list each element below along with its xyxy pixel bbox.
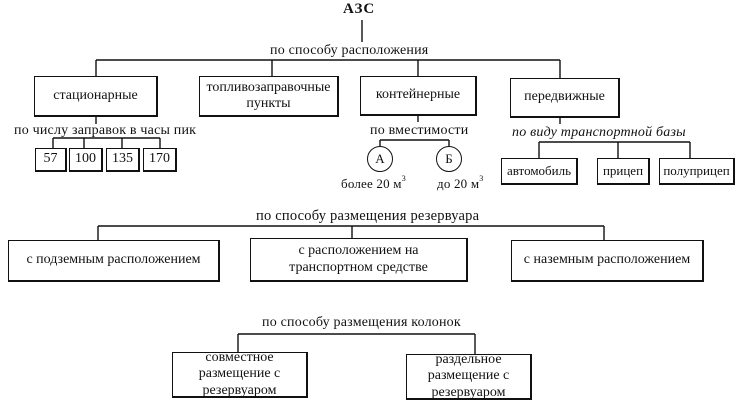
- capacity-option-a-caption: [341, 174, 406, 191]
- capacity-option-b-sup: 3: [479, 174, 484, 183]
- reservoir-on-vehicle: [250, 238, 468, 282]
- columns-combined: [172, 352, 308, 398]
- location-criterion-label: по способу расположения: [270, 43, 429, 58]
- count-box: [35, 148, 67, 172]
- category-fuel-points: [199, 76, 339, 117]
- refuel-count-label: по числу заправок в часы пик: [14, 123, 197, 138]
- count-value: 135: [112, 151, 133, 167]
- columns-separate-label: раздельное размещение с резервуаром: [427, 352, 510, 400]
- reservoir-criterion-label: по способу размещения резервуара: [256, 208, 480, 224]
- reservoir-underground-label: с подземным расположением: [26, 252, 201, 268]
- capacity-option-b-letter: Б: [445, 151, 453, 166]
- transport-type-car-label: автомобиль: [506, 162, 572, 178]
- capacity-option-a: [367, 146, 393, 172]
- category-fuel-points-label: топливозаправочные пункты: [206, 79, 331, 111]
- category-stationary-label: стационарные: [53, 87, 138, 103]
- reservoir-aboveground: [511, 240, 704, 282]
- count-value: 170: [149, 151, 170, 167]
- count-box: [106, 148, 140, 172]
- capacity-option-b: [436, 146, 462, 172]
- count-box: [143, 148, 177, 172]
- capacity-option-a-letter: А: [375, 151, 385, 166]
- category-mobile: [510, 78, 620, 118]
- capacity-label: по вместимости: [370, 123, 469, 138]
- reservoir-on-vehicle-label: с расположением на транспортном средстве: [289, 243, 428, 275]
- count-value: 57: [43, 151, 58, 167]
- transport-type-semitrailer: [659, 158, 735, 185]
- count-value: 100: [75, 151, 96, 167]
- capacity-option-b-text: до 20 м: [437, 176, 480, 191]
- diagram-title: АЗС: [343, 1, 376, 17]
- columns-criterion-label: по способу размещения колонок: [262, 315, 461, 330]
- reservoir-underground: [8, 240, 220, 282]
- count-box: [69, 148, 103, 172]
- category-container-label: контейнерные: [375, 87, 461, 103]
- transport-base-label: по виду транспортной базы: [512, 125, 686, 140]
- category-mobile-label: передвижные: [524, 89, 605, 105]
- columns-combined-label: совместное размещение с резервуаром: [198, 350, 281, 398]
- category-stationary: [34, 76, 158, 117]
- transport-type-car: [501, 158, 578, 185]
- transport-type-semitrailer-label: полуприцеп: [663, 162, 730, 178]
- transport-type-trailer: [597, 158, 650, 185]
- capacity-option-a-sup: 3: [401, 174, 406, 183]
- columns-separate: [406, 354, 532, 400]
- category-container: [360, 76, 477, 116]
- capacity-option-a-text: более 20 м: [341, 176, 402, 191]
- reservoir-aboveground-label: с наземным расположением: [523, 252, 691, 268]
- capacity-option-b-caption: [437, 174, 484, 191]
- transport-type-trailer-label: прицеп: [602, 162, 644, 178]
